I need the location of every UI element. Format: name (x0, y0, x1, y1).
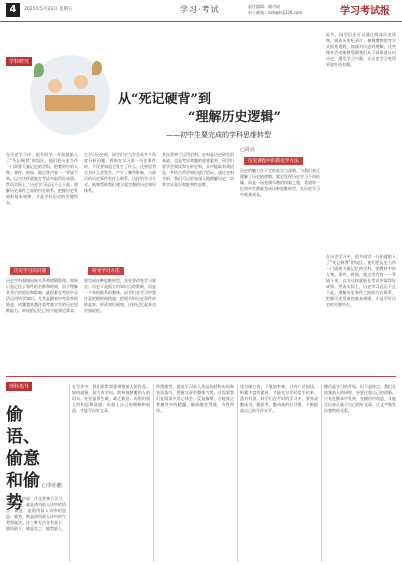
column-separator (237, 384, 238, 562)
article-column: 在学习历史时，同学们应当学会从多个角度分析问题。例如在学习某一历史事件时，不仅要知道它发生了什么，还要思考它为什么会发生，产生了哪些影响，与前后的历史事件有什么联系。这样的学习方式，能够帮助我们建立起完整的历史知识体系。 (84, 152, 156, 193)
masthead: 学习考试报 (340, 6, 390, 17)
leaf-icon (92, 61, 102, 75)
article-column: 读书破万卷，下笔如有神。只有广泛阅读，积累丰富的素材，才能在写作时信手拈来，游刃有余。同学们在平时的学习中，要养成勤读书、勤思考、勤动笔的好习惯，不断提高自己的写作水平。 (240, 384, 318, 413)
box-title: 历史课程中的新史学方法 (244, 157, 303, 165)
article-column: 在历史学习中，很多同学一开始就陷入了“死记硬背”的误区。他们把历史当作一门需要大量记忆的学科，把教材中的人物、事件、时间、地点等内容一一背诵下来，以为这样就能在考试中取得好成绩。然而实际上，历史学习远远不止于此。理解历史事件之间的内在联系，把握历史发展的基本规律，才是学好历史的关键所在。 (326, 254, 396, 307)
article-column: 要完成这种思维转型，首先要改变学习观念。历史不是孤立的知识点的堆砌，而是一个有机联系的整体。同学们在学习中要注意把握时间线索，把相关的历史事件串联起来，形成知识网络，这样记忆起来也更加轻松。 (84, 278, 156, 313)
editor-info (248, 4, 302, 16)
column-separator (69, 384, 70, 562)
student-icon (48, 79, 62, 93)
article-column: 模仿是学习的开始，但不是终点。我们在借鉴前人的同时，更要注重自己的创新。只有在继承中发展，在模仿中创造，才能写出真正属于自己的好文章，让文字焕发出独特的光彩。 (324, 384, 396, 413)
article-column: 所谓偷势，就是学习前人作品的结构布局和表达技巧，把握文章的整体气势。这需要我们在阅读中用心体会，反复揣摩，才能真正掌握其中的精髓，做到融会贯通，为我所用。 (156, 384, 234, 413)
section-title: 学习·考试 (180, 5, 220, 14)
article2-title: 偷语、偷意和偷势 (6, 405, 40, 513)
editor-email: 电子邮箱：zxb@hljj126.com (248, 10, 303, 15)
column-separator (321, 384, 322, 562)
book-icon (45, 95, 95, 111)
article-title-line1: 从“死记硬背”到 (118, 92, 211, 107)
issue-date: 2025年5月23日 星期五 (24, 7, 73, 12)
article-column: 《诗学》中说：作文要善于学习，所谓偷语，就是借用前人诗中的语言；偷意，是借用前人诗中的意思；偷势，则是借用前人诗中的气势和笔法。这三种方法各有高下，偷语最下，偷意次之，偷势最上。 (6, 496, 66, 531)
editor-name: 责任编辑：谢丹瑶 (248, 4, 280, 9)
column-separator (153, 384, 154, 562)
article-author: □周良 (240, 147, 255, 153)
article-column: 其次要善于运用史料。史料是历史研究的基础，也是考试命题的重要素材。同学们要学会阅读和分析史料，从中提取有效信息，并结合所学知识进行论证。通过史料分析，我们可以更加深入地理解历史，培养实证意识和批判性思维。 (162, 152, 234, 187)
box-title: 转变学习方法 (88, 267, 124, 275)
leaf-icon (34, 63, 44, 77)
article-title-line2: “理解历史逻辑” (188, 110, 281, 125)
article-column: 此外，同学们还可以通过阅读历史读物、观看历史纪录片、参观博物馆等方式拓宽视野，加深对历史的理解。这些课外活动能够帮助我们从不同角度认识历史，激发学习兴趣，让历史学习变得更加生动有趣。 (326, 32, 396, 67)
hero-illustration (30, 55, 110, 135)
page-number: 4 (6, 3, 20, 17)
section-tag-bottom: 理科指导 (6, 382, 32, 391)
box-title: 历史学习的问题 (10, 267, 50, 275)
article-column: 历史学科强调因果关系和逻辑推理。如果只是记住了事件的名称和时间，而不理解其背后的原因和影响，就很难在考试中灵活运用所学知识。尤其是随着中考改革的推进，试题越来越注重考查学生的历史思维能力，单纯的记忆已经不能满足需求。 (6, 278, 78, 313)
article-subtitle: ——初中生要完成的学科思维转型 (166, 131, 271, 139)
article-column: 在写作中，我们常常需要借鉴前人的作品。如何借鉴，却大有学问。简单地照搬别人的语句，往往显得生硬，缺乏新意；而借用别人的构思和意境，再加上自己的理解和创造，才能写出好文章。 (72, 384, 150, 413)
section-tag-top: 学科研究 (6, 57, 32, 66)
student-icon (74, 75, 88, 89)
section-divider (6, 376, 396, 377)
article-column: 历史的魅力在于它的真实与深刻。当我们真正理解了历史的逻辑，就会发现历史学习不再枯燥，而是一场充满乐趣的探索之旅。希望每一位初中生都能完成这种思维转型，在历史学习中收获成长。 (240, 168, 320, 197)
article2-author: □李亦鹏 (42, 483, 62, 489)
page-header (0, 0, 402, 22)
article-column: 在历史学习中，很多同学一开始就陷入了“死记硬背”的误区。他们把历史当作一门需要大量记忆的学科，把教材中的人物、事件、时间、地点等内容一一背诵下来，以为这样就能在考试中取得好成绩。然而实际上，历史学习远远不止于此。理解历史事件之间的内在联系，把握历史发展的基本规律，才是学好历史的关键所在。 (6, 152, 78, 205)
